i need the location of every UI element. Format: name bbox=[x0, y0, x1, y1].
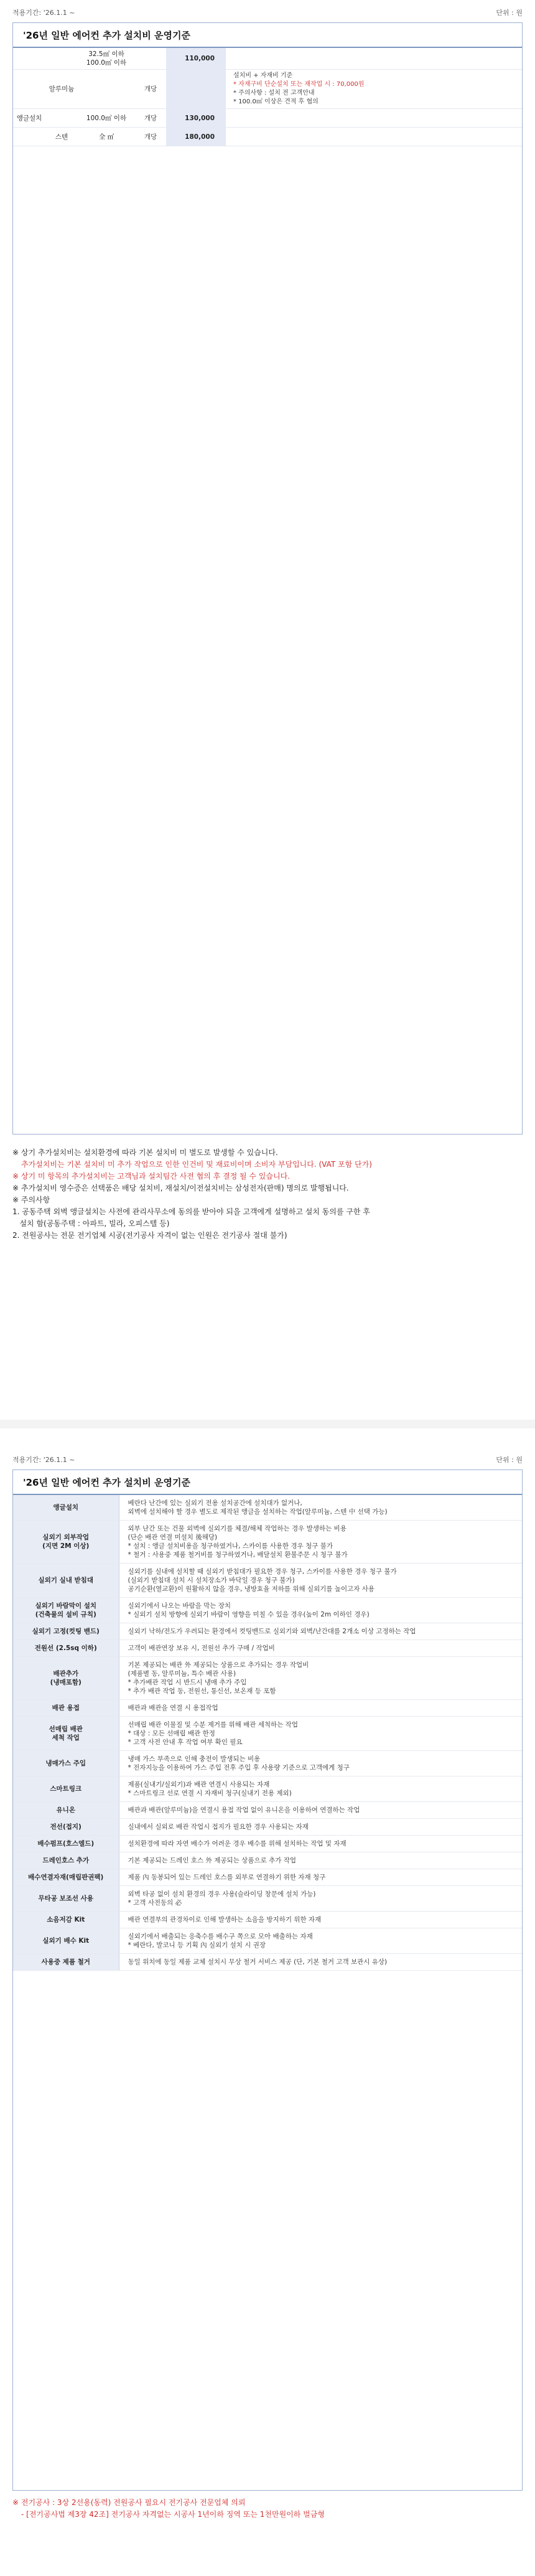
pricing-table-box-1 bbox=[12, 22, 523, 1135]
note-line: ※ 주의사항 bbox=[12, 1196, 50, 1204]
row-heading: 실외기 배수 Kit bbox=[13, 1928, 119, 1954]
table-row bbox=[13, 128, 522, 146]
row-heading: 배수펌프(호스엘드) bbox=[13, 1836, 119, 1852]
row-description: 동일 위치에 동일 제품 교체 설치시 무상 철거 서비스 제공 (단, 기본 철거 고객 보관시 유상) bbox=[119, 1954, 522, 1971]
table-row bbox=[13, 1700, 522, 1717]
cell-c3: 全 ㎡ bbox=[78, 128, 135, 146]
cell-c1 bbox=[13, 48, 45, 70]
row-description: 설치환경에 따라 자연 배수가 어려운 경우 배수를 위해 설치하는 작업 및 자재 bbox=[119, 1836, 522, 1852]
row-description: 실외기를 실내에 설치할 때 실외기 받침대가 필요한 경우 청구, 스카이를 사용한 경우 청구 불가 (실외기 받침대 설치 시 설치장소가 바닥일 경우 청구 불가) 공기순환(열교환)이 원활하지 않을 경우, 냉방효율 저하를 위해 실외기를 높이고자 사용 bbox=[119, 1564, 522, 1598]
table-row bbox=[13, 1640, 522, 1657]
row-description: 외벽 타공 없이 설치 환경의 경우 사용(슬라이딩 창문에 설치 가능) * 고객 사전동의 必 bbox=[119, 1886, 522, 1912]
row-heading: 실외기 바람막이 설치 (건축물의 설비 규칙) bbox=[13, 1598, 119, 1623]
table-row bbox=[13, 1564, 522, 1598]
row-heading: 무타공 보조선 사용 bbox=[13, 1886, 119, 1912]
row-heading: 유니온 bbox=[13, 1802, 119, 1819]
cell-c1 bbox=[13, 70, 45, 109]
table-row bbox=[13, 1521, 522, 1564]
section-divider bbox=[0, 1420, 535, 1428]
period-label: 적용기간: '26.1.1 ~ bbox=[12, 1456, 75, 1464]
note-line: 2. 전원공사는 전문 전기업체 시공(전기공사 자격이 없는 인원은 전기공사 절대 불가) bbox=[12, 1231, 287, 1240]
cell-n bbox=[226, 48, 522, 70]
table-title: '26년 일반 에어컨 추가 설치비 운영기준 bbox=[13, 1470, 522, 1495]
note-line: - [전기공사법 제3장 42조] 전기공사 자격없는 시공사 1년이하 징역 또는 1천만원이하 벌금형 bbox=[21, 2510, 325, 2519]
period-label: 적용기간: '26.1.1 ~ bbox=[12, 9, 75, 17]
cell-c2: 알루미늄 bbox=[45, 70, 78, 109]
cell-u: 개당 bbox=[135, 70, 166, 109]
row-description: 선매립 배관 이물질 및 수분 제거를 위해 배관 세척하는 작업 * 대상 : 모든 선매립 배관 한정 * 고객 사전 안내 후 작업 여부 확인 필요 bbox=[119, 1717, 522, 1751]
note-line: 추가설치비는 기본 설치비 미 추가 작업으로 인한 인건비 및 재료비이며 소비자 부담입니다. (VAT 포함 단가) bbox=[21, 1160, 372, 1169]
cell-p bbox=[166, 70, 226, 109]
note-line: * 주의사항 : 설치 전 고객안내 bbox=[233, 90, 315, 97]
cell-c2 bbox=[45, 48, 78, 70]
table-row bbox=[13, 1657, 522, 1700]
table-row bbox=[13, 1869, 522, 1886]
table-row bbox=[13, 1802, 522, 1819]
table-row bbox=[13, 70, 522, 109]
note-line: * 자재구비 단순설치 또는 재작업 시 : 70,000원 bbox=[233, 81, 365, 88]
row-heading: 전원선 (2.5sq 이하) bbox=[13, 1640, 119, 1657]
unit-label: 단위 : 원 bbox=[496, 1456, 523, 1464]
note-line: ※ 상기 미 항목의 추가설치비는 고객님과 설치팀간 사전 협의 후 결정 될 수 있습니다. bbox=[12, 1172, 290, 1181]
cell-u bbox=[135, 48, 166, 70]
table-title: '26년 일반 에어컨 추가 설치비 운영기준 bbox=[13, 23, 522, 48]
table-row bbox=[13, 1717, 522, 1751]
cell-c1: 앵글설치 bbox=[13, 109, 45, 128]
cell-u: 개당 bbox=[135, 128, 166, 146]
cell-c1 bbox=[13, 128, 45, 146]
cell-p: 180,000 bbox=[166, 128, 226, 146]
note-line: ※ 상기 추가설치비는 설치환경에 따라 기본 설치비 미 별도로 발생할 수 있습니다. bbox=[12, 1148, 278, 1157]
table-row bbox=[13, 109, 522, 128]
row-heading: 전선(접지) bbox=[13, 1819, 119, 1836]
note-line: 설치 함(공동주택 : 아파트, 빌라, 오피스텔 등) bbox=[12, 1219, 170, 1228]
table-row bbox=[13, 1623, 522, 1640]
row-heading: 앵글설치 bbox=[13, 1495, 119, 1521]
row-heading: 스마트링크 bbox=[13, 1776, 119, 1802]
row-description: 배관과 배관(알루미늄)을 연결시 용접 작업 없이 유니온을 이용하여 연결하는 작업 bbox=[119, 1802, 522, 1819]
row-heading: 사용중 제품 철거 bbox=[13, 1954, 119, 1971]
pricing-table-box-2 bbox=[12, 1470, 523, 2491]
panel2-meta bbox=[12, 1455, 523, 1466]
note-line: * 100.0㎡ 이상은 견적 후 협의 bbox=[233, 98, 319, 105]
cell-n bbox=[226, 109, 522, 128]
table-row bbox=[13, 1819, 522, 1836]
row-description: 고객이 배관연장 보유 시, 전원선 추가 구매 / 작업비 bbox=[119, 1640, 522, 1657]
cell-c2 bbox=[45, 109, 78, 128]
table-row bbox=[13, 1912, 522, 1928]
panel1-meta bbox=[12, 7, 523, 19]
table-row bbox=[13, 1751, 522, 1776]
pricing-table-1 bbox=[13, 48, 522, 146]
table-row bbox=[13, 1598, 522, 1623]
note-line: 1. 공동주택 외벽 앵글설치는 사전에 관리사무소에 동의를 받아야 되을 고객에게 설명하고 설치 동의를 구한 후 bbox=[12, 1207, 370, 1216]
bottom-notes bbox=[12, 2497, 523, 2521]
row-description: 기본 제공되는 배관 外 제공되는 상품으로 추가되는 경우 작업비 (제품별 동, 알루미늄, 특수 배관 사용) * 추가배관 작업 시 반드시 냉매 추가 주입 * 추가 배관 작업 동, 전원선, 통신선, 보온재 등 포함 bbox=[119, 1657, 522, 1700]
cell-c3: 100.0㎡ 이하 bbox=[78, 109, 135, 128]
row-description: 실외기에서 나오는 바람을 막는 장치 * 실외기 설치 방향에 실외기 바람이 영향을 미칠 수 있을 경우(높이 2m 이하인 경우) bbox=[119, 1598, 522, 1623]
description-table bbox=[13, 1495, 522, 1971]
table-row bbox=[13, 1928, 522, 1954]
note-line: ※ 추가설치비 영수증은 선택품은 배당 설치비, 재설치/이전설치비는 삼성전자(판매) 명의로 발행됩니다. bbox=[12, 1184, 349, 1192]
cell-p: 110,000 bbox=[166, 48, 226, 70]
row-description: 냉매 가스 부족으로 인해 충전이 발생되는 비용 * 전자지능을 이용하여 가스 주입 전후 주입 후 사용량 기준으로 고객에게 청구 bbox=[119, 1751, 522, 1776]
cell-c2: 스텐 bbox=[45, 128, 78, 146]
row-description: 실내에서 실외로 배관 작업시 접지가 필요한 경우 사용되는 자재 bbox=[119, 1819, 522, 1836]
row-heading: 배수연결자재(매립판권팩) bbox=[13, 1869, 119, 1886]
row-description: 기본 제공되는 드레인 호스 外 제공되는 상품으로 추가 작업 bbox=[119, 1852, 522, 1869]
note-line: ※ 전기공사 : 3상 2선용(동력) 전원공사 필요시 전기공사 전문업체 의뢰 bbox=[12, 2498, 246, 2507]
row-heading: 소음저감 Kit bbox=[13, 1912, 119, 1928]
table-row bbox=[13, 1495, 522, 1521]
row-description: 외부 난간 또는 건물 외벽에 실외기를 체결/해체 작업하는 경우 발생하는 비용 (단순 배관 연결 미설치 後해당) * 설치 : 앵글 설치비용을 청구하였거나, 스카이를 사용한 경우 청구 불가 * 철거 : 사용중 제품 철거비를 청구하였거나, 배달설치 환불주문 시 청구 불가 bbox=[119, 1521, 522, 1564]
table-row bbox=[13, 1886, 522, 1912]
row-description: 실외기 낙하/전도가 우려되는 환경에서 컷팅밴드로 실외기와 외벽/난간대를 2개소 이상 고정하는 작업 bbox=[119, 1623, 522, 1640]
cell-u: 개당 bbox=[135, 109, 166, 128]
table-row bbox=[13, 1954, 522, 1971]
notes-block bbox=[12, 1147, 523, 1242]
cell-p: 130,000 bbox=[166, 109, 226, 128]
row-heading: 배관 용접 bbox=[13, 1700, 119, 1717]
row-heading: 선매립 배관 세척 작업 bbox=[13, 1717, 119, 1751]
row-heading: 실외기 외부작업 (지면 2M 이상) bbox=[13, 1521, 119, 1564]
table-row bbox=[13, 1852, 522, 1869]
row-description: 제품(실내기/실외기)과 배관 연결시 사용되는 자재 * 스마트링크 선로 연결 시 자재비 청구(실내기 전용 제외) bbox=[119, 1776, 522, 1802]
pricing-panel-2 bbox=[0, 1432, 535, 2576]
cell-c3 bbox=[78, 70, 135, 109]
table-row bbox=[13, 1776, 522, 1802]
cell-n bbox=[226, 70, 522, 109]
cell-c3: 32.5㎡ 이하 100.0㎡ 이하 bbox=[78, 48, 135, 70]
row-description: 실외기에서 배출되는 응축수를 배수구 쪽으로 모아 배출하는 자재 * 베란다, 발코니 등 기획 內 실외기 설치 시 권장 bbox=[119, 1928, 522, 1954]
row-heading: 배관추가 (냉매포함) bbox=[13, 1657, 119, 1700]
row-description: 제품 內 동봉되어 있는 드레인 호스를 외부로 연결하기 위한 자재 청구 bbox=[119, 1869, 522, 1886]
cell-n bbox=[226, 128, 522, 146]
table-row bbox=[13, 1836, 522, 1852]
row-description: 베란다 난간에 있는 실외기 전용 설치공간에 설치대가 없거나, 외벽에 설치해야 할 경우 별도로 제작된 앵글을 설치하는 작업(알루미늄, 스텐 中 선택 가능) bbox=[119, 1495, 522, 1521]
row-heading: 실외기 실내 받침대 bbox=[13, 1564, 119, 1598]
row-heading: 드레인호스 추가 bbox=[13, 1852, 119, 1869]
row-heading: 냉매가스 주입 bbox=[13, 1751, 119, 1776]
unit-label: 단위 : 원 bbox=[496, 9, 523, 17]
note-line: 설치비 + 자재비 기준 bbox=[233, 72, 293, 79]
row-description: 배관 연결부의 관경차이로 인해 발생하는 소음을 방지하기 위한 자재 bbox=[119, 1912, 522, 1928]
row-heading: 실외기 고정(컷팅 밴드) bbox=[13, 1623, 119, 1640]
table-row bbox=[13, 48, 522, 70]
row-description: 배관과 배관을 연결 시 용접작업 bbox=[119, 1700, 522, 1717]
